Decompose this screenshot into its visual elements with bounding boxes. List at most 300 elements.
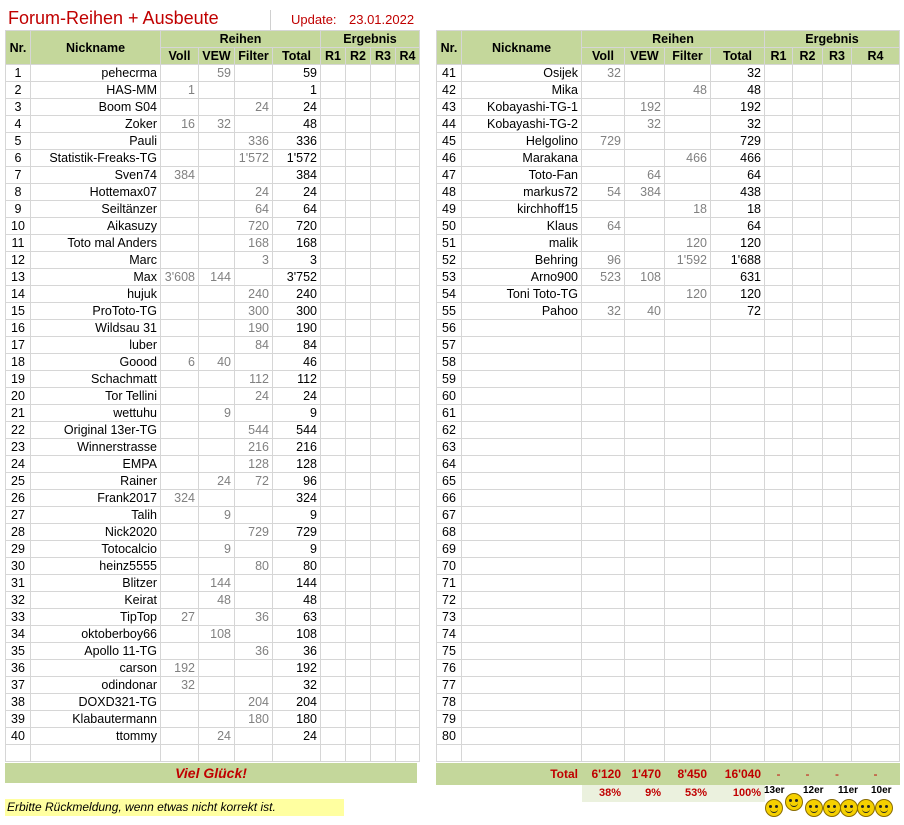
result-r1-cell[interactable] xyxy=(321,184,346,201)
vew-cell[interactable] xyxy=(625,82,665,99)
result-r2-cell[interactable] xyxy=(793,235,823,252)
total-cell[interactable]: 720 xyxy=(273,218,321,235)
result-r1-cell[interactable] xyxy=(321,99,346,116)
result-r3-cell[interactable] xyxy=(823,201,852,218)
empty-cell[interactable] xyxy=(321,745,346,762)
filter-cell[interactable] xyxy=(665,660,711,677)
vew-cell[interactable] xyxy=(199,660,235,677)
result-r4-cell[interactable] xyxy=(852,388,900,405)
total-cell[interactable] xyxy=(711,609,765,626)
voll-cell[interactable] xyxy=(582,677,625,694)
result-r2-cell[interactable] xyxy=(346,218,371,235)
result-r2-cell[interactable] xyxy=(346,609,371,626)
filter-cell[interactable]: 72 xyxy=(235,473,273,490)
result-r3-cell[interactable] xyxy=(823,286,852,303)
result-r1-cell[interactable] xyxy=(321,167,346,184)
result-r2-cell[interactable] xyxy=(346,541,371,558)
result-r2-cell[interactable] xyxy=(346,626,371,643)
result-r3-cell[interactable] xyxy=(823,643,852,660)
result-r3-cell[interactable] xyxy=(823,133,852,150)
vew-cell[interactable] xyxy=(199,167,235,184)
voll-cell[interactable]: 384 xyxy=(161,167,199,184)
filter-cell[interactable]: 120 xyxy=(665,235,711,252)
result-r3-cell[interactable] xyxy=(823,82,852,99)
result-r1-cell[interactable] xyxy=(765,558,793,575)
result-r1-cell[interactable] xyxy=(321,643,346,660)
row-number[interactable]: 12 xyxy=(6,252,31,269)
row-number[interactable]: 60 xyxy=(437,388,462,405)
row-number[interactable]: 32 xyxy=(6,592,31,609)
row-number[interactable]: 71 xyxy=(437,575,462,592)
result-r1-cell[interactable] xyxy=(765,592,793,609)
total-cell[interactable] xyxy=(711,592,765,609)
vew-cell[interactable]: 9 xyxy=(199,507,235,524)
nickname-cell[interactable]: Mika xyxy=(462,82,582,99)
filter-cell[interactable] xyxy=(665,99,711,116)
empty-cell[interactable] xyxy=(462,745,582,762)
filter-cell[interactable]: 24 xyxy=(235,99,273,116)
total-cell[interactable] xyxy=(711,575,765,592)
nickname-cell[interactable]: pehecrma xyxy=(31,65,161,82)
total-cell[interactable]: 9 xyxy=(273,541,321,558)
nickname-cell[interactable]: heinz5555 xyxy=(31,558,161,575)
row-number[interactable]: 42 xyxy=(437,82,462,99)
vew-cell[interactable] xyxy=(199,422,235,439)
nickname-cell[interactable]: odindonar xyxy=(31,677,161,694)
nickname-cell[interactable] xyxy=(462,524,582,541)
total-cell[interactable]: 128 xyxy=(273,456,321,473)
filter-cell[interactable] xyxy=(665,65,711,82)
result-r2-cell[interactable] xyxy=(793,728,823,745)
total-cell[interactable]: 18 xyxy=(711,201,765,218)
result-r2-cell[interactable] xyxy=(793,150,823,167)
voll-cell[interactable] xyxy=(582,694,625,711)
result-r3-cell[interactable] xyxy=(823,728,852,745)
nickname-cell[interactable] xyxy=(462,609,582,626)
result-r1-cell[interactable] xyxy=(321,473,346,490)
nickname-cell[interactable]: TipTop xyxy=(31,609,161,626)
result-r1-cell[interactable] xyxy=(321,660,346,677)
nickname-cell[interactable]: Frank2017 xyxy=(31,490,161,507)
filter-cell[interactable]: 204 xyxy=(235,694,273,711)
nickname-cell[interactable]: Helgolino xyxy=(462,133,582,150)
result-r2-cell[interactable] xyxy=(346,439,371,456)
empty-cell[interactable] xyxy=(346,745,371,762)
nickname-cell[interactable] xyxy=(462,711,582,728)
result-r1-cell[interactable] xyxy=(321,150,346,167)
result-r2-cell[interactable] xyxy=(793,660,823,677)
voll-cell[interactable] xyxy=(161,337,199,354)
nickname-cell[interactable]: Pauli xyxy=(31,133,161,150)
result-r2-cell[interactable] xyxy=(346,405,371,422)
row-number[interactable]: 64 xyxy=(437,456,462,473)
result-r3-cell[interactable] xyxy=(371,507,396,524)
result-r4-cell[interactable] xyxy=(396,490,420,507)
total-cell[interactable] xyxy=(711,456,765,473)
result-r3-cell[interactable] xyxy=(371,320,396,337)
result-r3-cell[interactable] xyxy=(371,609,396,626)
result-r2-cell[interactable] xyxy=(793,456,823,473)
vew-cell[interactable] xyxy=(199,184,235,201)
voll-cell[interactable]: 6 xyxy=(161,354,199,371)
vew-cell[interactable]: 32 xyxy=(199,116,235,133)
result-r1-cell[interactable] xyxy=(321,320,346,337)
result-r4-cell[interactable] xyxy=(852,575,900,592)
result-r4-cell[interactable] xyxy=(396,82,420,99)
result-r1-cell[interactable] xyxy=(321,201,346,218)
voll-cell[interactable]: 3'608 xyxy=(161,269,199,286)
filter-cell[interactable] xyxy=(665,337,711,354)
result-r3-cell[interactable] xyxy=(823,235,852,252)
result-r1-cell[interactable] xyxy=(765,201,793,218)
voll-cell[interactable] xyxy=(161,388,199,405)
result-r2-cell[interactable] xyxy=(793,65,823,82)
filter-cell[interactable] xyxy=(665,439,711,456)
nickname-cell[interactable]: Schachmatt xyxy=(31,371,161,388)
vew-cell[interactable] xyxy=(199,490,235,507)
result-r3-cell[interactable] xyxy=(823,711,852,728)
vew-cell[interactable] xyxy=(625,524,665,541)
vew-cell[interactable] xyxy=(625,694,665,711)
result-r4-cell[interactable] xyxy=(396,184,420,201)
result-r1-cell[interactable] xyxy=(321,575,346,592)
result-r4-cell[interactable] xyxy=(396,354,420,371)
result-r3-cell[interactable] xyxy=(371,150,396,167)
empty-cell[interactable] xyxy=(582,745,625,762)
voll-cell[interactable]: 64 xyxy=(582,218,625,235)
vew-cell[interactable]: 384 xyxy=(625,184,665,201)
filter-cell[interactable] xyxy=(235,405,273,422)
voll-cell[interactable] xyxy=(582,320,625,337)
filter-cell[interactable] xyxy=(235,575,273,592)
result-r2-cell[interactable] xyxy=(346,728,371,745)
vew-cell[interactable] xyxy=(199,371,235,388)
result-r2-cell[interactable] xyxy=(793,405,823,422)
result-r1-cell[interactable] xyxy=(765,269,793,286)
nickname-cell[interactable]: Totocalcio xyxy=(31,541,161,558)
filter-cell[interactable] xyxy=(665,711,711,728)
vew-cell[interactable] xyxy=(199,150,235,167)
result-r2-cell[interactable] xyxy=(346,354,371,371)
result-r2-cell[interactable] xyxy=(793,116,823,133)
result-r4-cell[interactable] xyxy=(396,609,420,626)
vew-cell[interactable]: 9 xyxy=(199,541,235,558)
result-r3-cell[interactable] xyxy=(823,269,852,286)
row-number[interactable]: 8 xyxy=(6,184,31,201)
nickname-cell[interactable]: Marakana xyxy=(462,150,582,167)
filter-cell[interactable] xyxy=(665,269,711,286)
result-r2-cell[interactable] xyxy=(346,371,371,388)
result-r1-cell[interactable] xyxy=(765,456,793,473)
result-r3-cell[interactable] xyxy=(823,405,852,422)
result-r4-cell[interactable] xyxy=(852,82,900,99)
row-number[interactable]: 6 xyxy=(6,150,31,167)
filter-cell[interactable]: 544 xyxy=(235,422,273,439)
result-r2-cell[interactable] xyxy=(346,524,371,541)
filter-cell[interactable] xyxy=(665,405,711,422)
result-r2-cell[interactable] xyxy=(346,286,371,303)
filter-cell[interactable] xyxy=(665,184,711,201)
filter-cell[interactable] xyxy=(665,626,711,643)
total-cell[interactable]: 108 xyxy=(273,626,321,643)
voll-cell[interactable] xyxy=(582,626,625,643)
voll-cell[interactable] xyxy=(161,286,199,303)
voll-cell[interactable] xyxy=(582,116,625,133)
vew-cell[interactable]: 48 xyxy=(199,592,235,609)
voll-cell[interactable] xyxy=(161,541,199,558)
result-r2-cell[interactable] xyxy=(793,643,823,660)
filter-cell[interactable] xyxy=(235,167,273,184)
empty-cell[interactable] xyxy=(665,745,711,762)
row-number[interactable]: 19 xyxy=(6,371,31,388)
filter-cell[interactable] xyxy=(235,82,273,99)
row-number[interactable]: 30 xyxy=(6,558,31,575)
nickname-cell[interactable] xyxy=(462,405,582,422)
filter-cell[interactable] xyxy=(235,65,273,82)
voll-cell[interactable]: 32 xyxy=(161,677,199,694)
row-number[interactable]: 66 xyxy=(437,490,462,507)
filter-cell[interactable] xyxy=(235,677,273,694)
vew-cell[interactable] xyxy=(199,235,235,252)
result-r3-cell[interactable] xyxy=(823,609,852,626)
result-r1-cell[interactable] xyxy=(765,235,793,252)
result-r2-cell[interactable] xyxy=(793,286,823,303)
filter-cell[interactable] xyxy=(665,541,711,558)
result-r1-cell[interactable] xyxy=(765,728,793,745)
result-r4-cell[interactable] xyxy=(852,609,900,626)
voll-cell[interactable]: 1 xyxy=(161,82,199,99)
total-cell[interactable]: 631 xyxy=(711,269,765,286)
filter-cell[interactable] xyxy=(665,303,711,320)
result-r2-cell[interactable] xyxy=(346,558,371,575)
row-number[interactable]: 44 xyxy=(437,116,462,133)
result-r1-cell[interactable] xyxy=(321,728,346,745)
result-r4-cell[interactable] xyxy=(852,473,900,490)
total-cell[interactable] xyxy=(711,388,765,405)
vew-cell[interactable]: 144 xyxy=(199,575,235,592)
result-r1-cell[interactable] xyxy=(765,286,793,303)
vew-cell[interactable] xyxy=(199,218,235,235)
result-r1-cell[interactable] xyxy=(321,677,346,694)
voll-cell[interactable] xyxy=(161,201,199,218)
row-number[interactable]: 36 xyxy=(6,660,31,677)
nickname-cell[interactable]: Blitzer xyxy=(31,575,161,592)
vew-cell[interactable] xyxy=(199,388,235,405)
result-r4-cell[interactable] xyxy=(852,252,900,269)
row-number[interactable]: 62 xyxy=(437,422,462,439)
total-cell[interactable]: 24 xyxy=(273,728,321,745)
result-r2-cell[interactable] xyxy=(346,337,371,354)
voll-cell[interactable] xyxy=(582,99,625,116)
voll-cell[interactable] xyxy=(161,728,199,745)
result-r3-cell[interactable] xyxy=(823,507,852,524)
result-r3-cell[interactable] xyxy=(823,337,852,354)
total-cell[interactable]: 180 xyxy=(273,711,321,728)
result-r3-cell[interactable] xyxy=(371,235,396,252)
result-r1-cell[interactable] xyxy=(765,677,793,694)
nickname-cell[interactable]: Original 13er-TG xyxy=(31,422,161,439)
result-r3-cell[interactable] xyxy=(823,541,852,558)
nickname-cell[interactable]: Sven74 xyxy=(31,167,161,184)
voll-cell[interactable] xyxy=(161,439,199,456)
vew-cell[interactable] xyxy=(625,575,665,592)
row-number[interactable]: 74 xyxy=(437,626,462,643)
result-r3-cell[interactable] xyxy=(823,354,852,371)
result-r1-cell[interactable] xyxy=(321,371,346,388)
vew-cell[interactable] xyxy=(199,201,235,218)
total-cell[interactable]: 300 xyxy=(273,303,321,320)
result-r4-cell[interactable] xyxy=(852,490,900,507)
result-r3-cell[interactable] xyxy=(371,558,396,575)
empty-cell[interactable] xyxy=(396,745,420,762)
filter-cell[interactable] xyxy=(665,524,711,541)
total-cell[interactable]: 63 xyxy=(273,609,321,626)
vew-cell[interactable] xyxy=(625,711,665,728)
result-r3-cell[interactable] xyxy=(371,337,396,354)
row-number[interactable]: 48 xyxy=(437,184,462,201)
filter-cell[interactable] xyxy=(665,694,711,711)
result-r1-cell[interactable] xyxy=(321,524,346,541)
result-r1-cell[interactable] xyxy=(765,167,793,184)
voll-cell[interactable] xyxy=(582,422,625,439)
vew-cell[interactable] xyxy=(625,422,665,439)
total-cell[interactable] xyxy=(711,558,765,575)
voll-cell[interactable] xyxy=(582,167,625,184)
row-number[interactable]: 72 xyxy=(437,592,462,609)
result-r4-cell[interactable] xyxy=(852,558,900,575)
nickname-cell[interactable]: Zoker xyxy=(31,116,161,133)
result-r3-cell[interactable] xyxy=(371,354,396,371)
row-number[interactable]: 10 xyxy=(6,218,31,235)
empty-cell[interactable] xyxy=(161,745,199,762)
result-r4-cell[interactable] xyxy=(852,354,900,371)
row-number[interactable]: 29 xyxy=(6,541,31,558)
result-r3-cell[interactable] xyxy=(823,456,852,473)
vew-cell[interactable] xyxy=(199,133,235,150)
row-number[interactable]: 13 xyxy=(6,269,31,286)
nickname-cell[interactable]: Behring xyxy=(462,252,582,269)
vew-cell[interactable] xyxy=(199,320,235,337)
voll-cell[interactable] xyxy=(582,150,625,167)
voll-cell[interactable] xyxy=(582,507,625,524)
row-number[interactable]: 52 xyxy=(437,252,462,269)
row-number[interactable]: 76 xyxy=(437,660,462,677)
row-number[interactable]: 31 xyxy=(6,575,31,592)
row-number[interactable]: 37 xyxy=(6,677,31,694)
result-r3-cell[interactable] xyxy=(823,626,852,643)
result-r4-cell[interactable] xyxy=(396,235,420,252)
result-r4-cell[interactable] xyxy=(396,252,420,269)
filter-cell[interactable]: 84 xyxy=(235,337,273,354)
result-r4-cell[interactable] xyxy=(852,694,900,711)
voll-cell[interactable] xyxy=(161,133,199,150)
filter-cell[interactable] xyxy=(665,133,711,150)
voll-cell[interactable]: 54 xyxy=(582,184,625,201)
voll-cell[interactable]: 32 xyxy=(582,65,625,82)
result-r4-cell[interactable] xyxy=(852,150,900,167)
filter-cell[interactable] xyxy=(235,626,273,643)
result-r3-cell[interactable] xyxy=(823,694,852,711)
result-r1-cell[interactable] xyxy=(321,82,346,99)
empty-cell[interactable] xyxy=(273,745,321,762)
row-number[interactable]: 11 xyxy=(6,235,31,252)
row-number[interactable]: 40 xyxy=(6,728,31,745)
result-r2-cell[interactable] xyxy=(793,167,823,184)
total-cell[interactable]: 3 xyxy=(273,252,321,269)
voll-cell[interactable] xyxy=(161,643,199,660)
nickname-cell[interactable]: wettuhu xyxy=(31,405,161,422)
filter-cell[interactable]: 112 xyxy=(235,371,273,388)
total-cell[interactable]: 80 xyxy=(273,558,321,575)
nickname-cell[interactable]: Pahoo xyxy=(462,303,582,320)
filter-cell[interactable] xyxy=(235,269,273,286)
total-cell[interactable]: 216 xyxy=(273,439,321,456)
result-r3-cell[interactable] xyxy=(823,252,852,269)
result-r4-cell[interactable] xyxy=(396,269,420,286)
result-r3-cell[interactable] xyxy=(823,99,852,116)
nickname-cell[interactable] xyxy=(462,337,582,354)
voll-cell[interactable] xyxy=(582,524,625,541)
row-number[interactable]: 53 xyxy=(437,269,462,286)
result-r1-cell[interactable] xyxy=(321,133,346,150)
vew-cell[interactable] xyxy=(625,643,665,660)
result-r2-cell[interactable] xyxy=(793,354,823,371)
filter-cell[interactable]: 24 xyxy=(235,388,273,405)
row-number[interactable]: 16 xyxy=(6,320,31,337)
total-cell[interactable]: 240 xyxy=(273,286,321,303)
result-r1-cell[interactable] xyxy=(321,218,346,235)
result-r2-cell[interactable] xyxy=(346,235,371,252)
result-r4-cell[interactable] xyxy=(396,473,420,490)
result-r4-cell[interactable] xyxy=(396,201,420,218)
result-r3-cell[interactable] xyxy=(371,116,396,133)
row-number[interactable]: 46 xyxy=(437,150,462,167)
row-number[interactable]: 24 xyxy=(6,456,31,473)
result-r1-cell[interactable] xyxy=(765,422,793,439)
nickname-cell[interactable] xyxy=(462,694,582,711)
result-r1-cell[interactable] xyxy=(765,711,793,728)
vew-cell[interactable] xyxy=(199,643,235,660)
result-r2-cell[interactable] xyxy=(346,82,371,99)
vew-cell[interactable] xyxy=(199,439,235,456)
result-r2-cell[interactable] xyxy=(793,388,823,405)
result-r1-cell[interactable] xyxy=(321,388,346,405)
total-cell[interactable]: 46 xyxy=(273,354,321,371)
result-r1-cell[interactable] xyxy=(321,116,346,133)
result-r3-cell[interactable] xyxy=(371,218,396,235)
result-r3-cell[interactable] xyxy=(371,422,396,439)
nickname-cell[interactable]: Rainer xyxy=(31,473,161,490)
row-number[interactable]: 67 xyxy=(437,507,462,524)
total-cell[interactable]: 120 xyxy=(711,235,765,252)
result-r4-cell[interactable] xyxy=(396,167,420,184)
result-r4-cell[interactable] xyxy=(396,711,420,728)
result-r2-cell[interactable] xyxy=(346,507,371,524)
voll-cell[interactable]: 96 xyxy=(582,252,625,269)
result-r3-cell[interactable] xyxy=(823,677,852,694)
voll-cell[interactable] xyxy=(161,422,199,439)
result-r2-cell[interactable] xyxy=(346,65,371,82)
nickname-cell[interactable]: carson xyxy=(31,660,161,677)
vew-cell[interactable] xyxy=(625,473,665,490)
result-r2-cell[interactable] xyxy=(793,320,823,337)
total-cell[interactable]: 112 xyxy=(273,371,321,388)
total-cell[interactable]: 729 xyxy=(711,133,765,150)
result-r2-cell[interactable] xyxy=(346,320,371,337)
result-r4-cell[interactable] xyxy=(396,592,420,609)
result-r2-cell[interactable] xyxy=(793,337,823,354)
result-r4-cell[interactable] xyxy=(852,422,900,439)
